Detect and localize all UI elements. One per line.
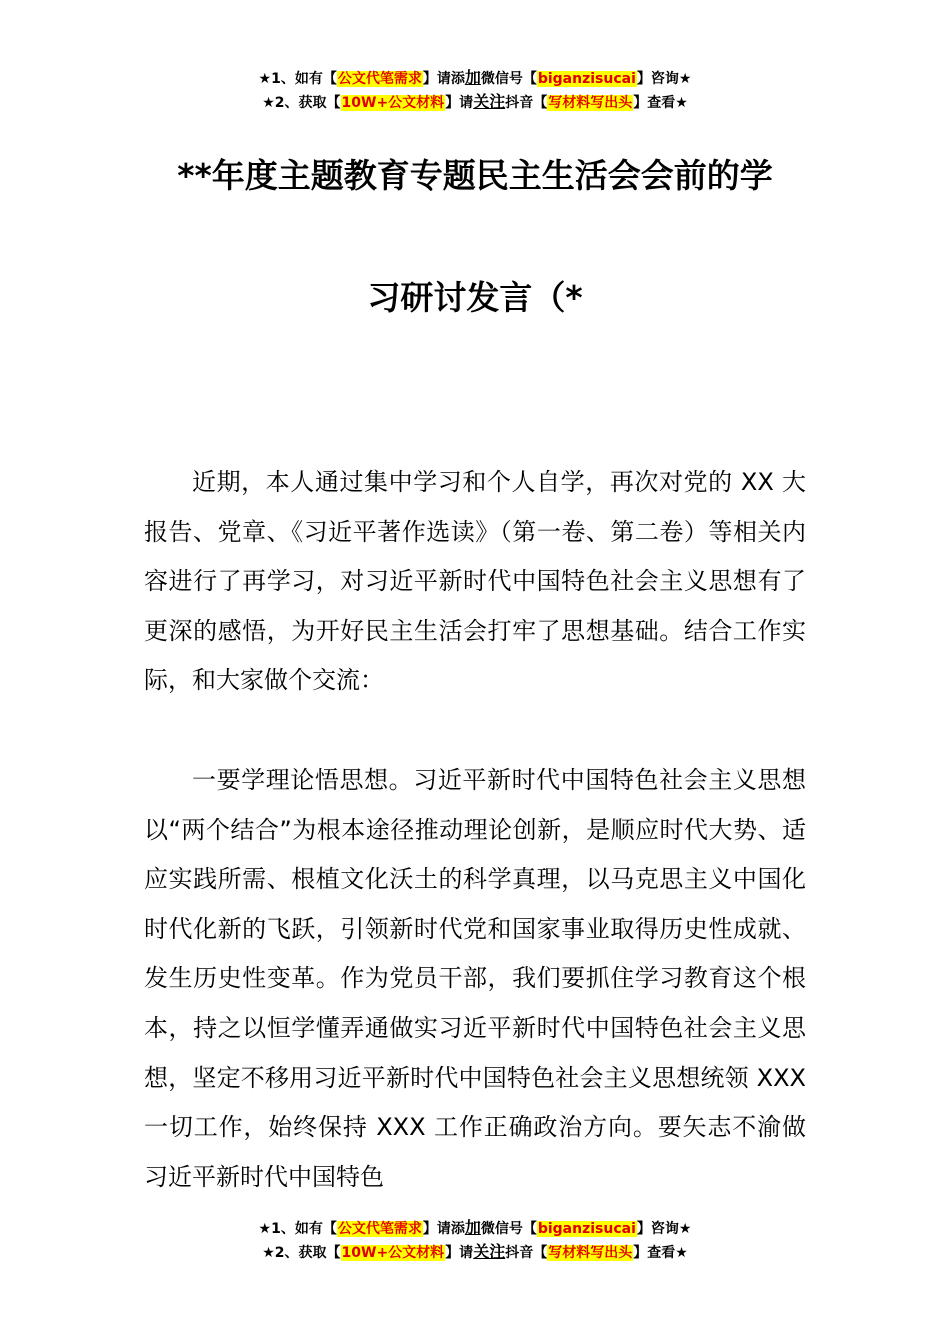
promo-douyin-id: 写材料写出头 [548,95,633,111]
promo-line-2 [0,90,950,114]
promo-highlight: 10W+公文材料 [341,1245,445,1261]
promo-highlight: 公文代笔需求 [337,1221,422,1237]
promo-underlined: 加 [464,68,481,87]
promo-highlight: 公文代笔需求 [337,71,422,87]
promo-text: 】咨询★ [636,71,692,87]
body-paragraph-1: 近期，本人通过集中学习和个人自学，再次对党的 XX 大报告、党章、《习近平著作选读》（第一卷、第二卷）等相关内容进行了再学习，对习近平新时代中国特色社会主义思想有了更深的感悟，为开好民主生活会打牢了思想基础。结合工作实际，和大家做个交流： [144,468,806,695]
promo-text: ★2、获取【 [262,1245,341,1261]
promo-text: 】请添 [422,71,465,87]
footer-promo-banner [0,1216,950,1264]
promo-text: 微信号【 [480,71,537,87]
promo-underlined: 关注 [473,1242,506,1261]
promo-text: 】查看★ [633,1245,688,1261]
promo-text: 抖音【 [505,1245,548,1261]
promo-text: ★2、获取【 [262,95,341,111]
promo-wechat-id: biganzisucai [537,1221,636,1237]
promo-wechat-id: biganzisucai [537,71,636,87]
promo-line-1 [0,66,950,90]
document-title-line-2: 习研讨发言（* [367,278,583,317]
promo-underlined: 关注 [473,92,506,111]
promo-text: ★1、如有【 [258,1221,337,1237]
promo-text: 】请 [445,95,474,111]
promo-text: 】查看★ [633,95,688,111]
body-paragraph-2: 一要学理论悟思想。习近平新时代中国特色社会主义思想以“两个结合”为根本途径推动理论创新，是顺应时代大势、适应实践所需、根植文化沃土的科学真理，以马克思主义中国化时代化新的飞跃，引领新时代党和国家事业取得历史性成就、发生历史性变革。作为党员干部，我们要抓住学习教育这个根本，持之以恒学懂弄通做实习近平新时代中国特色社会主义思想，坚定不移用习近平新时代中国特色社会主义思想统领 XXX 一切工作，始终保持 XXX 工作正确政治方向。要矢志不渝做习近平新时代中国特色 [144,766,806,1191]
promo-text: 】请 [445,1245,474,1261]
promo-underlined: 加 [464,1218,481,1237]
promo-douyin-id: 写材料写出头 [548,1245,633,1261]
promo-line-2 [0,1240,950,1264]
promo-text: 抖音【 [505,95,548,111]
document-title-line-1: **年度主题教育专题民主生活会会前的学 [177,156,773,195]
promo-line-1 [0,1216,950,1240]
promo-text: 微信号【 [480,1221,537,1237]
promo-text: ★1、如有【 [258,71,337,87]
header-promo-banner [0,66,950,114]
promo-text: 】咨询★ [636,1221,692,1237]
promo-highlight: 10W+公文材料 [341,95,445,111]
promo-text: 】请添 [422,1221,465,1237]
